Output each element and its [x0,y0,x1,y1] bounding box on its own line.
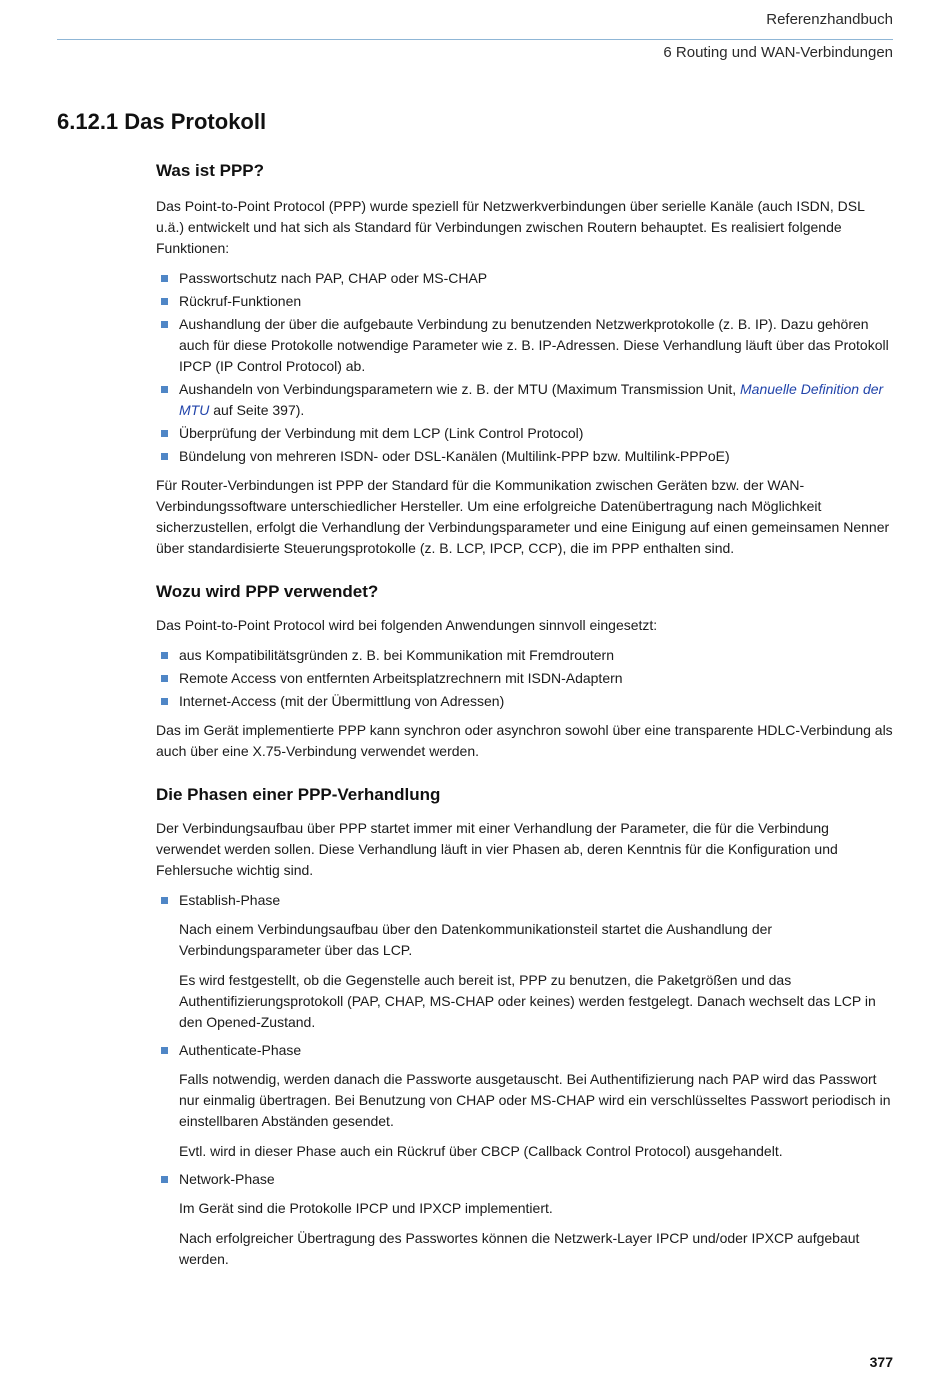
page-content [156,160,893,1270]
bullet-square-icon [161,1176,168,1183]
paragraph-authenticate-1: Falls notwendig, werden danach die Passworte ausgetauscht. Bei Authentifizierung nach PAP wird das Passwort nur einmalig übertragen. Bei Benutzung von CHAP oder MS-CHAP wird ein verschlüsseltes Passwort periodisch in einstellbaren Abständen gesendet. [179,1071,891,1129]
heading-what-is-ppp: Was ist PPP? [156,161,265,180]
header-divider [57,39,893,40]
list-item-text: Überprüfung der Verbindung mit dem LCP (Link Control Protocol) [179,425,584,441]
bullet-square-icon [161,675,168,682]
phase-label: Network-Phase [179,1171,275,1187]
bullet-square-icon [161,275,168,282]
heading-ppp-phases: Die Phasen einer PPP-Verhandlung [156,785,441,804]
list-item [156,446,893,467]
heading-ppp-usage: Wozu wird PPP verwendet? [156,582,379,601]
list-item-text: Aushandlung der über die aufgebaute Verbindung zu benutzenden Netzwerkprotokolle (z. B. IP). Dazu gehören auch für diese Protokolle notwendige Parameter wie z. B. IP-Adressen. Diese Verhandlung läuft über das Protokoll IPCP (IP Control Protocol) ab. [179,316,889,374]
paragraph-establish-2: Es wird festgestellt, ob die Gegenstelle auch bereit ist, PPP zu benutzen, die Paketgrößen und das Authentifizierungsprotokoll (PAP, CHAP, MS-CHAP oder keines) werden festgelegt. Danach wechselt das LCP in den Opened-Zustand. [179,972,876,1030]
list-ppp-functions [156,268,893,467]
list-item-text: aus Kompatibilitätsgründen z. B. bei Kommunikation mit Fremdroutern [179,647,614,663]
list-item-text-suffix: auf Seite 397). [209,402,305,418]
paragraph-establish-1: Nach einem Verbindungsaufbau über den Datenkommunikationsteil startet die Aushandlung der Verbindungsparameter über das LCP. [179,921,773,958]
paragraph-authenticate-2: Evtl. wird in dieser Phase auch ein Rückruf über CBCP (Callback Control Protocol) ausgehandelt. [179,1143,783,1159]
paragraph-phases-intro: Der Verbindungsaufbau über PPP startet immer mit einer Verhandlung der Parameter, die für die Verbindung verwendet werden sollen. Diese Verhandlung läuft in vier Phasen ab, deren Kenntnis für die Konfiguration und Fehlersuche wichtig sind. [156,820,838,878]
paragraph-usage-outro: Das im Gerät implementierte PPP kann synchron oder asynchron sowohl über eine transparente HDLC-Verbindung als auch über eine X.75-Verbindung verwendet werden. [156,722,893,759]
running-header-chapter: 6 Routing und WAN-Verbindungen [663,44,893,61]
bullet-square-icon [161,897,168,904]
bullet-square-icon [161,698,168,705]
list-item [156,268,893,289]
list-item-network-phase [156,1169,893,1190]
page-number: 377 [869,1354,893,1370]
list-item-text: Bündelung von mehreren ISDN- oder DSL-Kanälen (Multilink-PPP bzw. Multilink-PPPoE) [179,448,730,464]
running-header-title: Referenzhandbuch [766,11,893,28]
section-title: 6.12.1 Das Protokoll [57,109,267,134]
paragraph-network-2: Nach erfolgreicher Übertragung des Passwortes können die Netzwerk-Layer IPCP und/oder IPXCP aufgebaut werden. [179,1230,860,1267]
phase-label: Establish-Phase [179,892,281,908]
paragraph-ppp-outro: Für Router-Verbindungen ist PPP der Standard für die Kommunikation zwischen Geräten bzw. der WAN-Verbindungssoftware unterschiedlicher Hersteller. Um eine erfolgreiche Datenübertragung nach Möglichkeit sicherzustellen, erfolgt die Verhandlung der Verbindungsparameter und eine Einigung auf einen gemeinsamen Nenner über standardisierte Steuerungsprotokolle (z. B. LCP, IPCP, CCP), die im PPP enthalten sind. [156,477,890,556]
list-ppp-usage [156,645,893,712]
paragraph-usage-intro: Das Point-to-Point Protocol wird bei folgenden Anwendungen sinnvoll eingesetzt: [156,617,658,633]
paragraph-network-1: Im Gerät sind die Protokolle IPCP und IPXCP implementiert. [179,1200,553,1216]
list-item [156,668,893,689]
list-item-establish-phase [156,890,893,911]
bullet-square-icon [161,652,168,659]
phase-label: Authenticate-Phase [179,1042,302,1058]
list-item [156,691,893,712]
bullet-square-icon [161,1047,168,1054]
list-item-authenticate-phase [156,1040,893,1061]
list-item-text: Passwortschutz nach PAP, CHAP oder MS-CHAP [179,270,488,286]
list-item-text: Internet-Access (mit der Übermittlung von Adressen) [179,693,505,709]
paragraph-ppp-intro: Das Point-to-Point Protocol (PPP) wurde speziell für Netzwerkverbindungen über serielle Kanäle (auch ISDN, DSL u.ä.) entwickelt und hat sich als Standard für Verbindungen zwischen Routern behauptet. Es realisiert folgende Funktionen: [156,198,865,256]
bullet-square-icon [161,298,168,305]
list-ppp-phases-network [156,1169,893,1190]
list-ppp-phases [156,890,893,911]
list-item-text: Remote Access von entfernten Arbeitsplatzrechnern mit ISDN-Adaptern [179,670,623,686]
bullet-square-icon [161,386,168,393]
list-item-text: Rückruf-Funktionen [179,293,302,309]
xref-link-mtu-definition[interactable]: Manuelle Definition der MTU [179,381,884,418]
list-item [156,379,893,421]
list-item [156,291,893,312]
bullet-square-icon [161,453,168,460]
list-item [156,645,893,666]
list-item-text-prefix: Aushandeln von Verbindungsparametern wie z. B. der MTU (Maximum Transmission Unit, [179,381,741,397]
list-item [156,314,893,377]
list-ppp-phases-continued [156,1040,893,1061]
bullet-square-icon [161,430,168,437]
list-item [156,423,893,444]
bullet-square-icon [161,321,168,328]
